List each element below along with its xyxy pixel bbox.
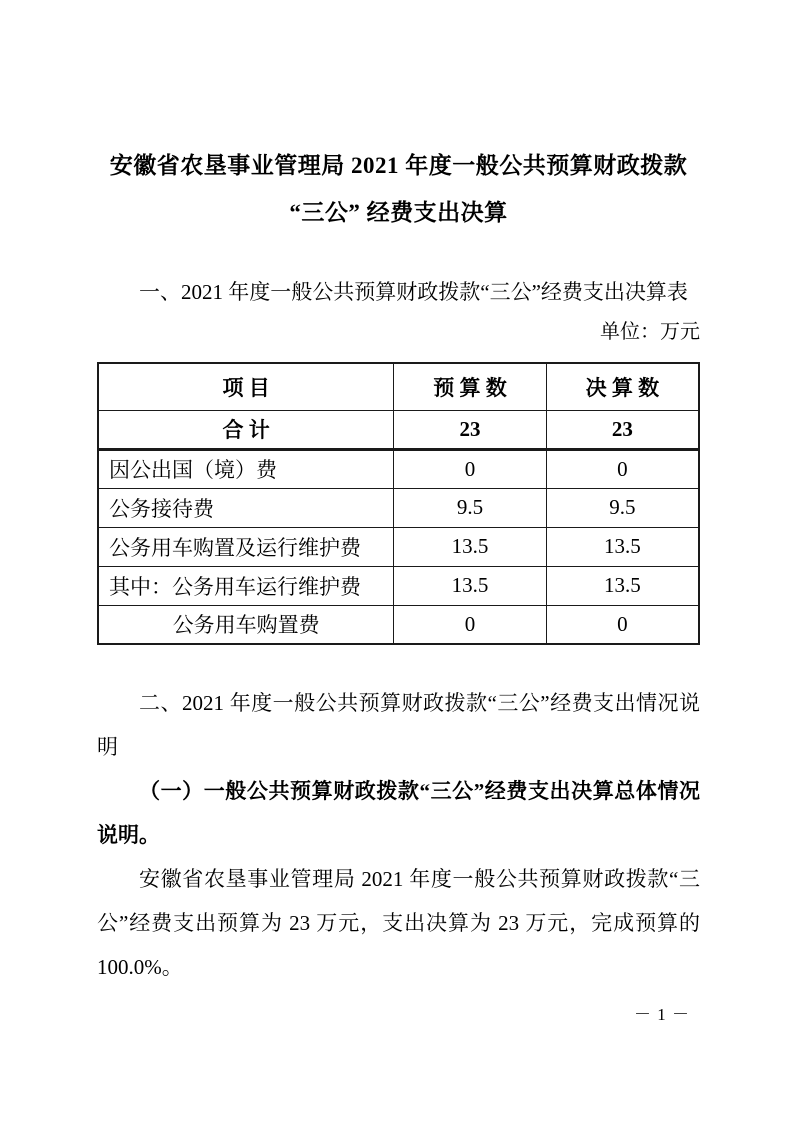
budget-table — [97, 362, 700, 645]
table-row — [98, 566, 699, 605]
table-row — [98, 605, 699, 644]
section-1-heading: 一、2021 年度一般公共预算财政拨款“三公”经费支出决算表 — [139, 280, 688, 304]
cell-final: 13.5 — [546, 566, 699, 605]
header-item: 项 目 — [98, 363, 394, 410]
cell-final: 23 — [546, 410, 699, 449]
cell-budget: 23 — [394, 410, 547, 449]
cell-item: 因公出国（境）费 — [98, 449, 394, 488]
table-header-row — [98, 363, 699, 410]
section-2-paragraph: 安徽省农垦事业管理局 2021 年度一般公共预算财政拨款“三公”经费支出预算为 23 万元，支出决算为 23 万元，完成预算的 100.0%。 — [97, 867, 700, 979]
section-2-heading: 二、2021 年度一般公共预算财政拨款“三公”经费支出情况说明 — [97, 691, 700, 759]
header-final: 决 算 数 — [546, 363, 699, 410]
cell-budget: 13.5 — [394, 566, 547, 605]
table-row — [98, 488, 699, 527]
cell-final: 13.5 — [546, 527, 699, 566]
table-row — [98, 449, 699, 488]
header-budget: 预 算 数 — [394, 363, 547, 410]
cell-budget: 0 — [394, 605, 547, 644]
unit-label: 单位：万元 — [600, 321, 700, 343]
doc-title-line-2: “三公” 经费支出决算 — [289, 200, 508, 225]
cell-final: 0 — [546, 449, 699, 488]
cell-budget: 13.5 — [394, 527, 547, 566]
cell-final: 9.5 — [546, 488, 699, 527]
doc-title-line-1: 安徽省农垦事业管理局 2021 年度一般公共预算财政拨款 — [109, 153, 688, 178]
page-number: － 1 － — [634, 1005, 690, 1024]
cell-budget: 9.5 — [394, 488, 547, 527]
doc-title — [97, 142, 700, 236]
cell-budget: 0 — [394, 449, 547, 488]
cell-item: 公务用车购置费 — [98, 605, 394, 644]
cell-item: 公务接待费 — [98, 488, 394, 527]
cell-item: 合 计 — [98, 410, 394, 449]
cell-final: 0 — [546, 605, 699, 644]
section-2-subheading: （一）一般公共预算财政拨款“三公”经费支出决算总体情况说明。 — [97, 779, 700, 847]
table-row-total — [98, 410, 699, 449]
table-row — [98, 527, 699, 566]
cell-item: 其中：公务用车运行维护费 — [98, 566, 394, 605]
cell-item: 公务用车购置及运行维护费 — [98, 527, 394, 566]
